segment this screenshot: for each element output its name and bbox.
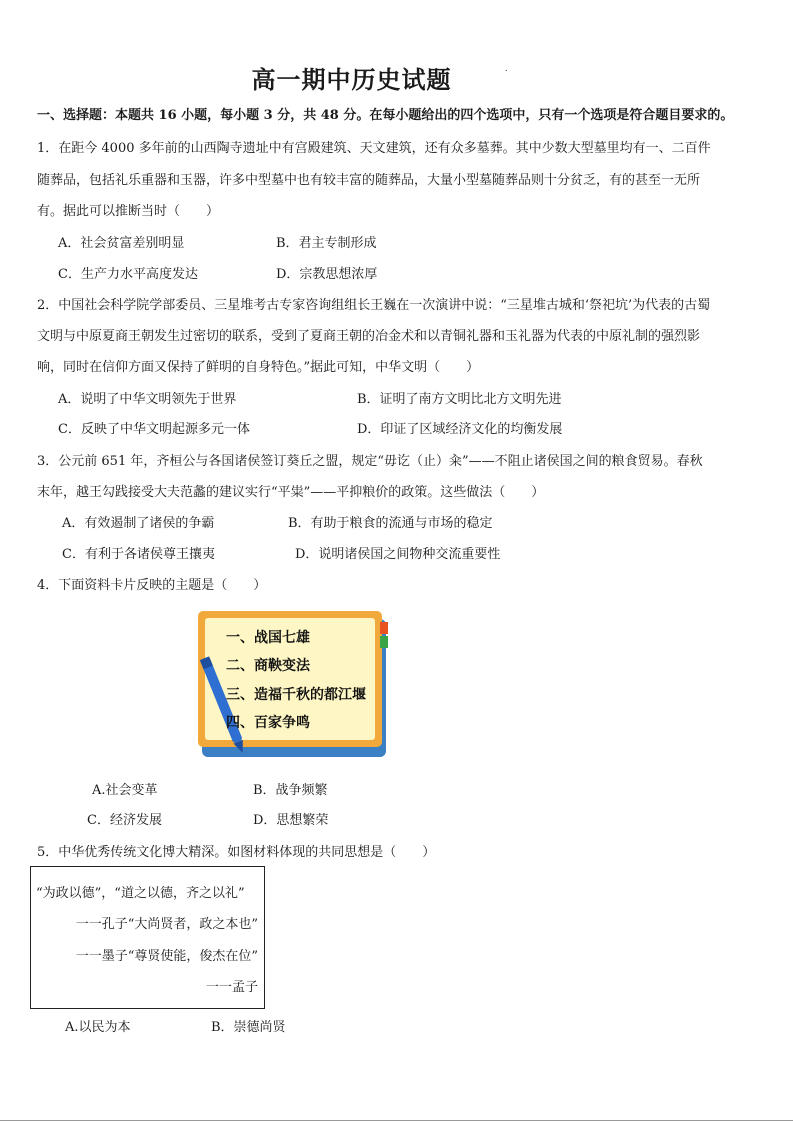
q1-line-1: 1．在距今 4000 多年前的山西陶寺遗址中有宫殿建筑、天文建筑，还有众多墓葬。其中少数大型墓里均有一、二百件 xyxy=(37,141,711,156)
q1-option-a[interactable]: A．社会贫富差别明显 xyxy=(58,236,185,251)
card-item-4: 四、百家争鸣 xyxy=(226,715,310,731)
card-item-1: 一、战国七雄 xyxy=(226,630,310,646)
quote-line-1: “为政以德”，“道之以德，齐之以礼” xyxy=(36,886,245,901)
q5-line-1: 5．中华优秀传统文化博大精深。如图材料体现的共同思想是（ ） xyxy=(37,845,436,860)
q2-option-a[interactable]: A．说明了中华文明领先于世界 xyxy=(58,392,237,407)
card-item-2: 二、商鞅变法 xyxy=(226,658,310,674)
q5-option-a[interactable]: A.以民为本 xyxy=(65,1020,131,1035)
q3-option-d[interactable]: D．说明诸侯国之间物种交流重要性 xyxy=(295,547,501,562)
section-heading: 一、选择题：本题共 16 小题，每小题 3 分，共 48 分。在每小题给出的四个选项中，只有一个选项是符合题目要求的。 xyxy=(37,108,734,123)
card-item-3: 三、造福千秋的都江堰 xyxy=(226,687,366,703)
q1-option-d[interactable]: D．宗教思想浓厚 xyxy=(276,267,378,282)
bookmark-green xyxy=(380,636,388,648)
q4-option-a[interactable]: A.社会变革 xyxy=(92,783,158,798)
q4-option-d[interactable]: D．思想繁荣 xyxy=(253,813,329,828)
q1-line-3: 有。据此可以推断当时（ ） xyxy=(37,204,220,219)
q1-option-b[interactable]: B．君主专制形成 xyxy=(276,236,377,251)
q3-option-a[interactable]: A．有效遏制了诸侯的争霸 xyxy=(62,516,215,531)
q2-line-2: 文明与中原夏商王朝发生过密切的联系，受到了夏商王朝的冶金术和以青铜礼器和玉礼器为代表的中原礼制的强烈影 xyxy=(37,329,701,344)
quote-line-2: 一一孔子“大尚贤者，政之本也” xyxy=(75,917,258,932)
q4-option-c[interactable]: C．经济发展 xyxy=(87,813,162,828)
stray-dot: . xyxy=(505,64,508,73)
resource-card xyxy=(196,609,391,761)
quote-line-3: 一一墨子“尊贤使能，俊杰在位” xyxy=(75,949,258,964)
q1-line-2: 随葬品，包括礼乐重器和玉器，许多中型墓中也有较丰富的随葬品，大量小型墓随葬品则十分贫乏，有的甚至一无所 xyxy=(37,173,701,188)
q2-line-3: 响，同时在信仰方面又保持了鲜明的自身特色。”据此可知，中华文明（ ） xyxy=(37,360,480,375)
q5-option-b[interactable]: B．崇德尚贤 xyxy=(211,1020,286,1035)
q2-option-d[interactable]: D．印证了区域经济文化的均衡发展 xyxy=(357,422,563,437)
q2-line-1: 2．中国社会科学院学部委员、三星堆考古专家咨询组组长王巍在一次演讲中说：“三星堆古城和‘祭祀坑’为代表的古蜀 xyxy=(37,298,711,313)
q2-option-b[interactable]: B．证明了南方文明比北方文明先进 xyxy=(357,392,562,407)
page-bottom-rule xyxy=(0,1120,793,1121)
q4-line-1: 4．下面资料卡片反映的主题是（ ） xyxy=(37,578,267,593)
quote-line-4: 一一孟子 xyxy=(205,980,258,995)
q1-option-c[interactable]: C．生产力水平高度发达 xyxy=(58,267,198,282)
q2-option-c[interactable]: C．反映了中华文明起源多元一体 xyxy=(58,422,250,437)
q4-option-b[interactable]: B．战争频繁 xyxy=(253,783,328,798)
q3-line-2: 末年，越王勾践接受大夫范蠡的建议实行“平粜”——平抑粮价的政策。这些做法（ ） xyxy=(37,485,545,500)
q3-option-b[interactable]: B．有助于粮食的流通与市场的稳定 xyxy=(288,516,493,531)
quote-box xyxy=(30,866,265,1009)
q3-line-1: 3．公元前 651 年，齐桓公与各国诸侯签订葵丘之盟，规定“毋讫（止）籴”——不阻止诸侯国之间的粮食贸易。春秋 xyxy=(37,454,703,469)
bookmark-red xyxy=(380,622,388,634)
page-title: 高一期中历史试题 xyxy=(251,65,452,94)
q3-option-c[interactable]: C．有利于各诸侯尊王攘夷 xyxy=(62,547,215,562)
